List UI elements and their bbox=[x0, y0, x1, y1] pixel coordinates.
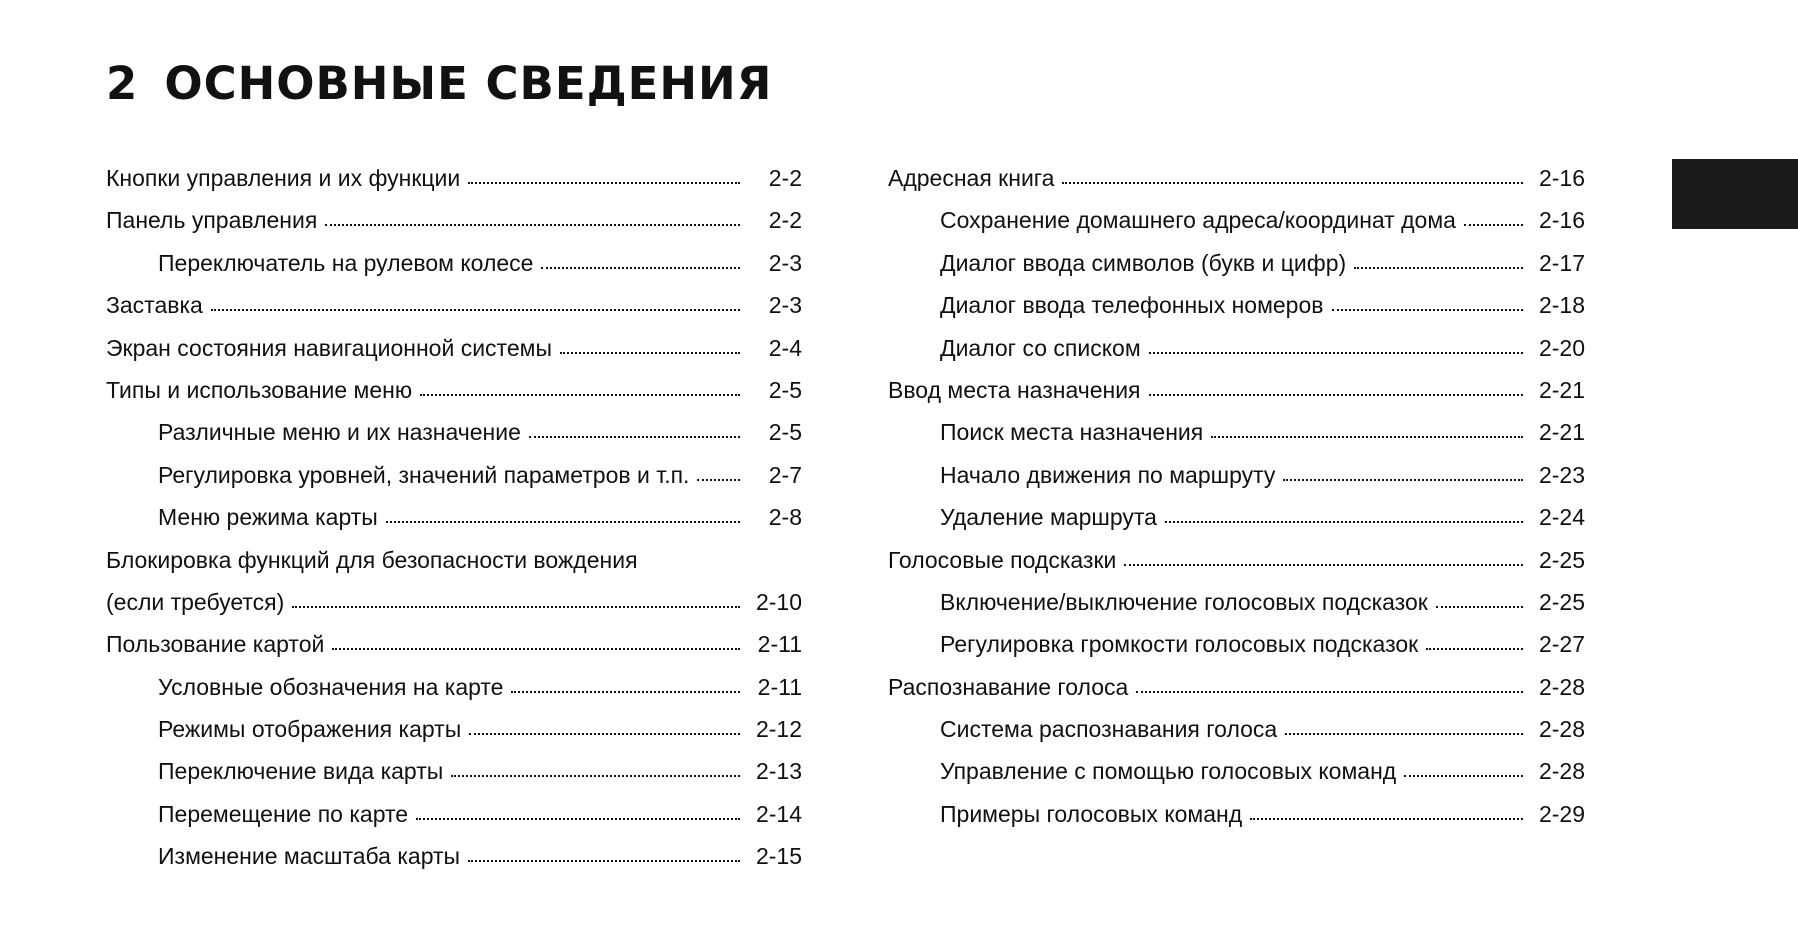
toc-entry-title: Переключение вида карты bbox=[158, 758, 444, 785]
toc-dot-leader bbox=[1285, 733, 1523, 735]
toc-page-number: 2-3 bbox=[768, 292, 802, 319]
toc-page-number: 2-25 bbox=[1538, 588, 1585, 615]
toc-entry-splash-screen[interactable] bbox=[106, 284, 802, 326]
toc-entry-title: Голосовые подсказки bbox=[888, 546, 1117, 573]
toc-dot-leader bbox=[420, 394, 740, 396]
toc-dot-leader bbox=[468, 860, 740, 862]
toc-dot-leader bbox=[697, 479, 740, 481]
toc-entry-menu-types[interactable] bbox=[106, 369, 802, 411]
toc-entry-title: Диалог ввода символов (букв и цифр) bbox=[940, 249, 1347, 276]
toc-entry-title: Переключатель на рулевом колесе bbox=[158, 249, 534, 276]
toc-entry-title: Перемещение по карте bbox=[158, 800, 409, 827]
toc-page-number: 2-17 bbox=[1538, 249, 1585, 276]
toc-entry-save-home[interactable] bbox=[888, 199, 1585, 241]
toc-entry-route-delete[interactable] bbox=[888, 496, 1585, 538]
toc-page-number: 2-10 bbox=[755, 588, 802, 615]
toc-entry-steering-switch[interactable] bbox=[106, 242, 802, 284]
toc-entry-title: Адресная книга bbox=[888, 165, 1055, 191]
toc-dot-leader bbox=[511, 691, 740, 693]
toc-page-number: 2-5 bbox=[768, 419, 802, 446]
toc-entry-title: Примеры голосовых команд bbox=[940, 800, 1243, 827]
toc-dot-leader bbox=[541, 267, 740, 269]
chapter-title bbox=[106, 54, 772, 114]
toc-entry-title: Заставка bbox=[106, 292, 203, 319]
toc-entry-title: Пользование картой bbox=[106, 631, 325, 658]
toc-entry-title: Начало движения по маршруту bbox=[940, 461, 1276, 488]
toc-entry-title: Поиск места назначения bbox=[940, 419, 1204, 446]
toc-page-number: 2-25 bbox=[1538, 546, 1585, 573]
toc-entry-address-book[interactable] bbox=[888, 157, 1585, 199]
toc-dot-leader bbox=[1149, 394, 1523, 396]
toc-dot-leader bbox=[1332, 309, 1524, 311]
toc-page-number: 2-24 bbox=[1538, 504, 1585, 531]
toc-page-number: 2-27 bbox=[1538, 631, 1585, 658]
toc-page-number: 2-5 bbox=[768, 376, 802, 403]
toc-right-column bbox=[888, 157, 1585, 835]
toc-entry-control-buttons[interactable] bbox=[106, 157, 802, 199]
chapter-thumb-tab bbox=[1672, 159, 1798, 229]
toc-entry-status-screen[interactable] bbox=[106, 327, 802, 369]
toc-dot-leader bbox=[1124, 564, 1523, 566]
toc-page-number: 2-21 bbox=[1538, 419, 1585, 446]
toc-dot-leader bbox=[416, 818, 740, 820]
toc-entry-title: Удаление маршрута bbox=[940, 504, 1157, 531]
toc-page-number: 2-28 bbox=[1538, 758, 1585, 785]
toc-entry-recognition-system[interactable] bbox=[888, 708, 1585, 750]
toc-entry-safety-lock[interactable] bbox=[106, 581, 802, 623]
toc-entry-title: Изменение масштаба карты bbox=[158, 843, 461, 870]
toc-entry-menus-purpose[interactable] bbox=[106, 411, 802, 453]
toc-entry-title: Ввод места назначения bbox=[888, 376, 1141, 403]
toc-page-number: 2-28 bbox=[1538, 673, 1585, 700]
toc-entry-title: (если требуется) bbox=[106, 588, 285, 615]
toc-page-number: 2-3 bbox=[768, 249, 802, 276]
toc-entry-map-view-switch[interactable] bbox=[106, 750, 802, 792]
toc-page-number: 2-2 bbox=[768, 165, 802, 191]
toc-page-number: 2-2 bbox=[768, 207, 802, 234]
toc-entry-destination-search[interactable] bbox=[888, 411, 1585, 453]
toc-entry-title: Режимы отображения карты bbox=[158, 716, 462, 743]
toc-page-number: 2-7 bbox=[768, 461, 802, 488]
toc-left-column bbox=[106, 157, 802, 878]
toc-dot-leader bbox=[325, 224, 740, 226]
toc-page-number: 2-20 bbox=[1538, 334, 1585, 361]
toc-entry-route-start[interactable] bbox=[888, 454, 1585, 496]
toc-entry-command-examples[interactable] bbox=[888, 793, 1585, 835]
toc-page-number: 2-16 bbox=[1538, 165, 1585, 191]
toc-entry-title: Регулировка уровней, значений параметров и т.п. bbox=[158, 461, 690, 488]
toc-entry-map-scroll[interactable] bbox=[106, 793, 802, 835]
toc-entry-voice-volume[interactable] bbox=[888, 623, 1585, 665]
toc-entry-list-dialog[interactable] bbox=[888, 327, 1585, 369]
toc-entry-title: Экран состояния навигационной системы bbox=[106, 334, 552, 361]
toc-entry-char-input[interactable] bbox=[888, 242, 1585, 284]
toc-entry-title: Включение/выключение голосовых подсказок bbox=[940, 588, 1428, 615]
toc-entry-title: Условные обозначения на карте bbox=[158, 673, 504, 700]
toc-page-number: 2-4 bbox=[768, 334, 802, 361]
toc-entry-voice-guidance[interactable] bbox=[888, 539, 1585, 581]
toc-dot-leader bbox=[1250, 818, 1523, 820]
toc-entry-map-scale[interactable] bbox=[106, 835, 802, 877]
toc-page-number: 2-11 bbox=[757, 673, 802, 700]
toc-entry-title: Различные меню и их назначение bbox=[158, 419, 521, 446]
toc-dot-leader bbox=[560, 352, 740, 354]
toc-entry-title: Типы и использование меню bbox=[106, 376, 413, 403]
toc-dot-leader bbox=[1354, 267, 1523, 269]
toc-dot-leader bbox=[1136, 691, 1523, 693]
toc-dot-leader bbox=[1149, 352, 1523, 354]
toc-entry-map-display-modes[interactable] bbox=[106, 708, 802, 750]
toc-entry-destination-entry[interactable] bbox=[888, 369, 1585, 411]
toc-dot-leader bbox=[1165, 521, 1523, 523]
toc-entry-title: Регулировка громкости голосовых подсказок bbox=[940, 631, 1419, 658]
toc-entry-title: Система распознавания голоса bbox=[940, 716, 1278, 743]
toc-entry-title: Распознавание голоса bbox=[888, 673, 1129, 700]
toc-page-number: 2-29 bbox=[1538, 800, 1585, 827]
toc-page-number: 2-21 bbox=[1538, 376, 1585, 403]
toc-entry-voice-commands[interactable] bbox=[888, 750, 1585, 792]
toc-dot-leader bbox=[1464, 224, 1523, 226]
toc-entry-phone-input[interactable] bbox=[888, 284, 1585, 326]
toc-entry-map-mode-menu[interactable] bbox=[106, 496, 802, 538]
toc-dot-leader bbox=[1062, 182, 1523, 184]
toc-page-number: 2-23 bbox=[1538, 461, 1585, 488]
toc-page-number: 2-15 bbox=[755, 843, 802, 870]
toc-page-number: 2-14 bbox=[755, 800, 802, 827]
toc-entry-title: Панель управления bbox=[106, 207, 318, 234]
toc-entry-map-symbols[interactable] bbox=[106, 666, 802, 708]
chapter-number: 2 bbox=[106, 57, 139, 110]
toc-entry-title: Кнопки управления и их функции bbox=[106, 165, 461, 191]
toc-entry-adjusting-levels[interactable] bbox=[106, 454, 802, 496]
toc-page-number: 2-18 bbox=[1538, 292, 1585, 319]
toc-entry-title: Управление с помощью голосовых команд bbox=[940, 758, 1397, 785]
toc-page-number: 2-13 bbox=[755, 758, 802, 785]
toc-page-number: 2-28 bbox=[1538, 716, 1585, 743]
toc-dot-leader bbox=[332, 648, 740, 650]
toc-page-number: 2-11 bbox=[757, 631, 802, 658]
toc-dot-leader bbox=[1404, 775, 1523, 777]
toc-dot-leader bbox=[1426, 648, 1523, 650]
toc-dot-leader bbox=[211, 309, 740, 311]
toc-dot-leader bbox=[468, 182, 740, 184]
toc-dot-leader bbox=[469, 733, 740, 735]
toc-dot-leader bbox=[1211, 436, 1523, 438]
toc-dot-leader bbox=[292, 606, 740, 608]
toc-dot-leader bbox=[1436, 606, 1523, 608]
toc-dot-leader bbox=[451, 775, 740, 777]
toc-entry-title-line1[interactable]: Блокировка функций для безопасности вождения bbox=[106, 546, 638, 573]
toc-page-number: 2-12 bbox=[755, 716, 802, 743]
toc-dot-leader bbox=[1283, 479, 1523, 481]
toc-page-number: 2-16 bbox=[1538, 207, 1585, 234]
toc-dot-leader bbox=[529, 436, 740, 438]
toc-entry-voice-recognition[interactable] bbox=[888, 666, 1585, 708]
toc-entry-using-map[interactable] bbox=[106, 623, 802, 665]
toc-entry-title: Сохранение домашнего адреса/координат дома bbox=[940, 207, 1456, 234]
toc-entry-control-panel[interactable] bbox=[106, 199, 802, 241]
toc-entry-title: Меню режима карты bbox=[158, 504, 378, 531]
chapter-title-text: ОСНОВНЫЕ СВЕДЕНИЯ bbox=[164, 57, 773, 110]
toc-dot-leader bbox=[386, 521, 740, 523]
toc-page-number: 2-8 bbox=[768, 504, 802, 531]
toc-entry-voice-toggle[interactable] bbox=[888, 581, 1585, 623]
toc-entry-title: Диалог ввода телефонных номеров bbox=[940, 292, 1324, 319]
toc-entry-title: Диалог со списком bbox=[940, 334, 1141, 361]
